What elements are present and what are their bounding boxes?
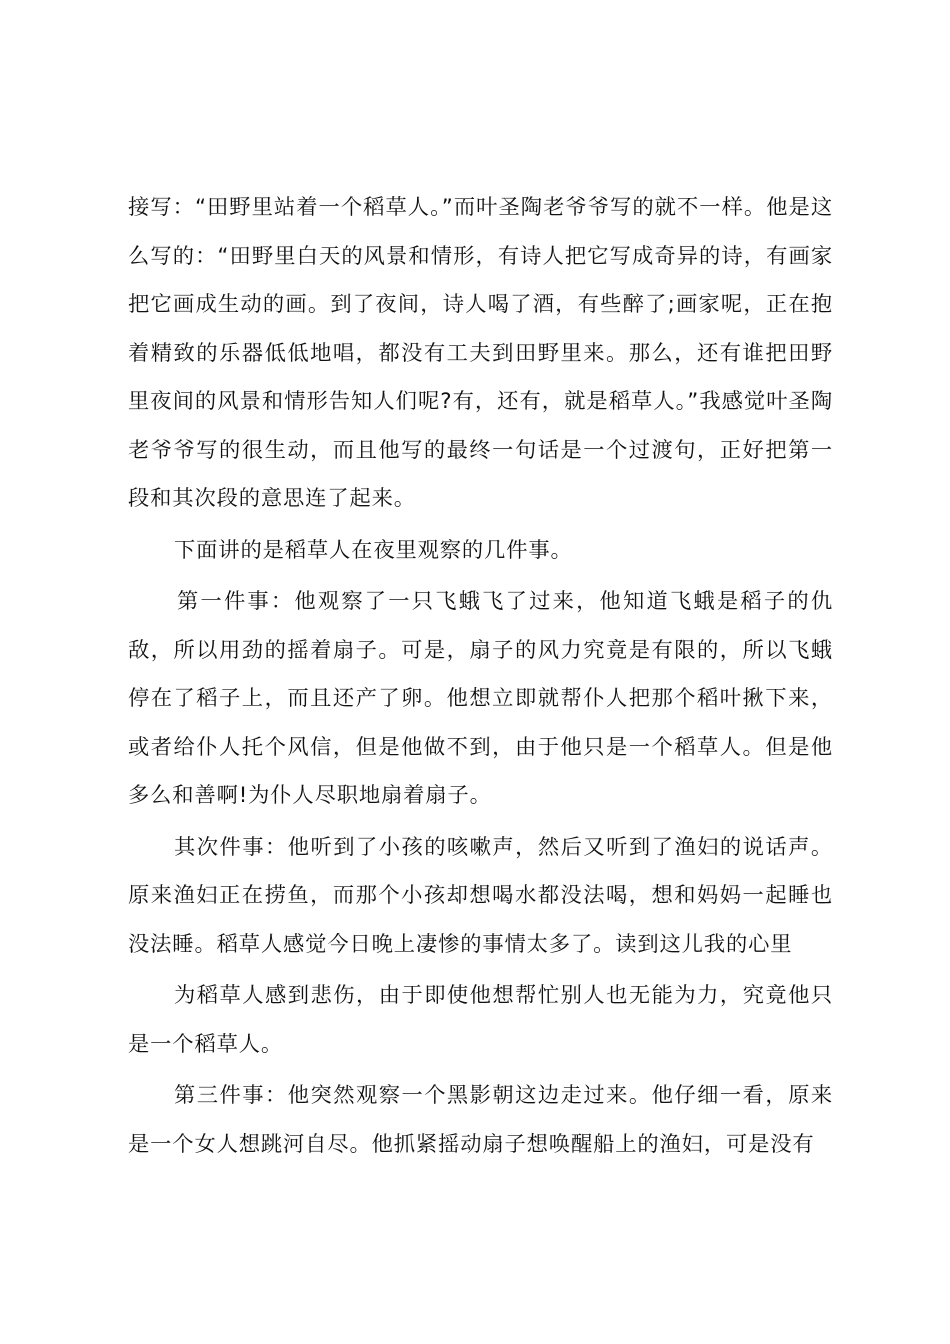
paragraph-6: 第三件事：他突然观察一个黑影朝这边走过来。他仔细一看，原来是一个女人想跳河自尽。他抓紧摇动扇子想唤醒船上的渔妇，可是没有 [128, 1083, 833, 1157]
paragraph-2: 下面讲的是稻草人在夜里观察的几件事。 [174, 537, 573, 563]
document-body [128, 184, 833, 1169]
paragraph-3: 第一件事：他观察了一只飞蛾飞了过来，他知道飞蛾是稻子的仇敌，所以用劲的摇着扇子。可是，扇子的风力究竟是有限的，所以飞蛾停在了稻子上，而且还产了卵。他想立即就帮仆人把那个稻叶揪下来，或者给仆人托个风信，但是他做不到，由于他只是一个稻草人。但是他多么和善啊!为仆人尽职地扇着扇子。 [128, 589, 833, 808]
paragraph-1: 接写：“田野里站着一个稻草人。”而叶圣陶老爷爷写的就不一样。他是这么写的：“田野里白天的风景和情形，有诗人把它写成奇异的诗，有画家把它画成生动的画。到了夜间，诗人喝了酒，有些醉了;画家呢，正在抱着精致的乐器低低地唱，都没有工夫到田野里来。那么，还有谁把田野里夜间的风景和情形告知人们呢?有，还有，就是稻草人。”我感觉叶圣陶老爷爷写的很生动，而且他写的最终一句话是一个过渡句，正好把第一段和其次段的意思连了起来。 [128, 195, 833, 511]
paragraph-5: 为稻草人感到悲伤，由于即使他想帮忙别人也无能为力，究竟他只是一个稻草人。 [128, 983, 833, 1057]
paragraph-4: 其次件事：他听到了小孩的咳嗽声，然后又听到了渔妇的说话声。原来渔妇正在捞鱼，而那个小孩却想喝水都没法喝，想和妈妈一起睡也没法睡。稻草人感觉今日晚上凄惨的事情太多了。读到这儿我的心里 [128, 834, 833, 957]
